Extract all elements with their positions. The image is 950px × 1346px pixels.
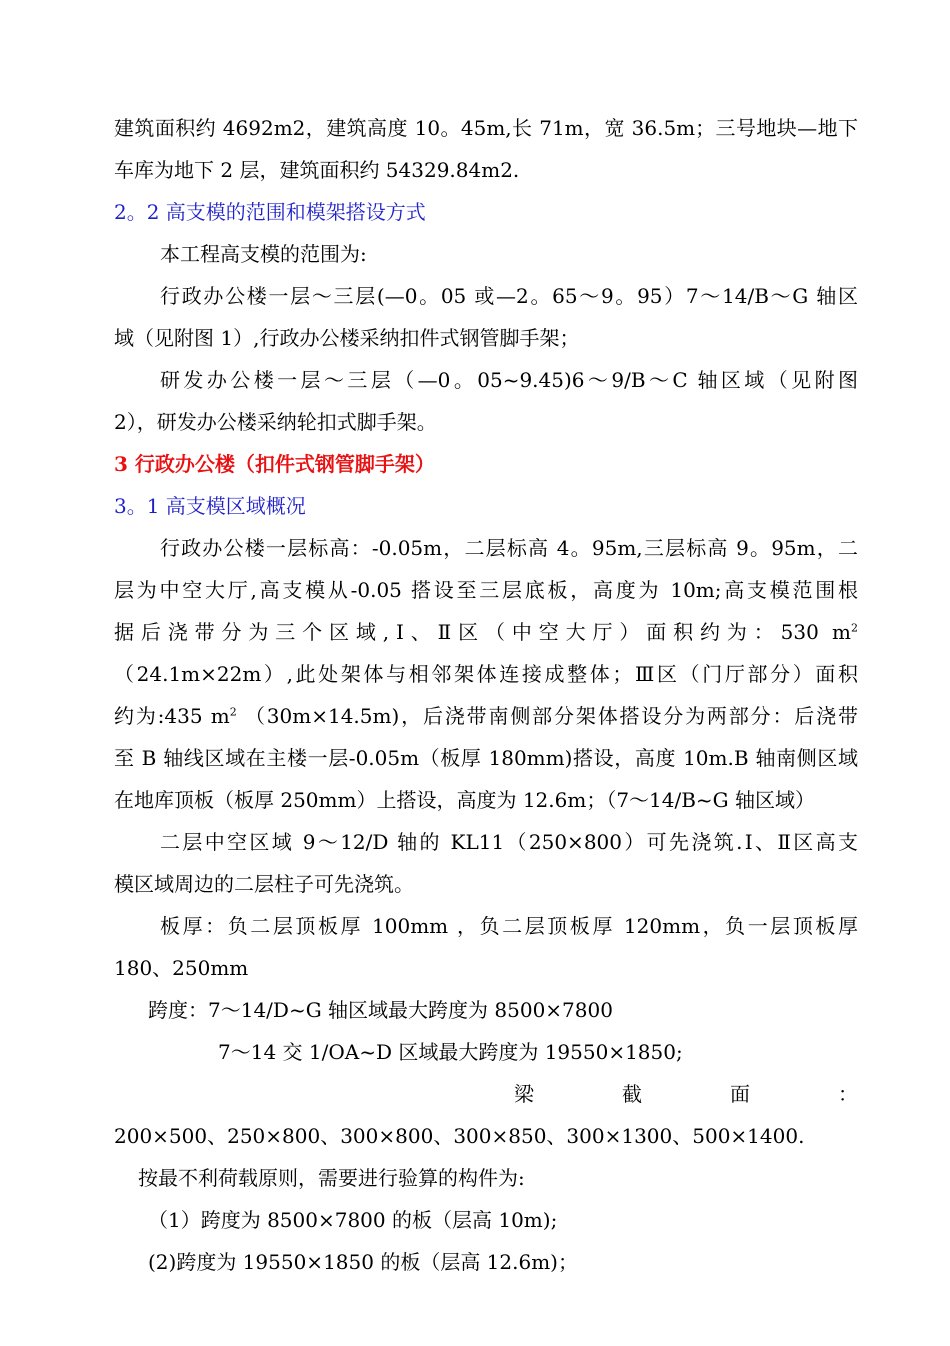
- text-line: (2)跨度为 19550×1850 的板（层高 12.6m)；: [148, 1250, 578, 1274]
- section-heading-3-1: 3。1 高支模区域概况: [114, 494, 306, 518]
- superscript: 2: [851, 621, 858, 635]
- text-line: 2），研发办公楼采纳轮扣式脚手架。: [114, 410, 437, 434]
- text-fragment: （30m×14.5m)，后浇带南侧部分架体搭设分为两部分：后浇带: [236, 704, 858, 728]
- text-line: 7～14 交 1/OA~D 区域最大跨度为 19550×1850;: [218, 1040, 683, 1064]
- text-line: 200×500、250×800、300×800、300×850、300×1300、500×1400.: [114, 1124, 805, 1148]
- text-line: 车库为地下 2 层，建筑面积约 54329.84m2.: [114, 158, 520, 182]
- text-line: 层为中空大厅,高支模从-0.05 搭设至三层底板，高度为 10m;高支模范围根: [114, 578, 858, 602]
- text-line: 板厚：负二层顶板厚 100mm ，负二层顶板厚 120mm，负一层顶板厚: [160, 914, 858, 938]
- text-line: [114, 704, 858, 728]
- text-line: 模区域周边的二层柱子可先浇筑。: [114, 872, 414, 896]
- text-line: 研发办公楼一层～三层（—0。05~9.45)6～9/B～C 轴区域（见附图: [160, 368, 858, 392]
- text-line: 至 B 轴线区域在主楼一层-0.05m（板厚 180mm)搭设，高度 10m.B 轴南侧区域: [114, 746, 858, 770]
- beam-section-heading: [114, 1082, 858, 1106]
- text-line: 建筑面积约 4692m2，建筑高度 10。45m,长 71m，宽 36.5m；三号地块—地下: [114, 116, 858, 140]
- text-fragment: 据后浇带分为三个区域,Ⅰ、Ⅱ区（中空大厅）面积约为：530 m: [114, 620, 851, 644]
- superscript: 2: [229, 705, 237, 719]
- text-line: 180、250mm: [114, 956, 249, 980]
- text-line: [114, 620, 858, 644]
- text-line: 按最不利荷载原则，需要进行验算的构件为:: [138, 1166, 525, 1190]
- beam-char: 梁: [514, 1082, 534, 1106]
- text-line: （1）跨度为 8500×7800 的板（层高 10m);: [148, 1208, 558, 1232]
- text-line: 行政办公楼一层～三层(—0。05 或—2。65～9。95）7～14/B～G 轴区: [160, 284, 858, 308]
- text-line: 本工程高支模的范围为:: [160, 242, 367, 266]
- text-line: 域（见附图 1）,行政办公楼采纳扣件式钢管脚手架；: [114, 326, 580, 350]
- text-line: 二层中空区域 9～12/D 轴的 KL11（250×800）可先浇筑.Ⅰ、Ⅱ区高支: [160, 830, 858, 854]
- text-line: 行政办公楼一层标高：-0.05m，二层标高 4。95m,三层标高 9。95m，二: [160, 536, 858, 560]
- beam-char: ：: [838, 1082, 858, 1106]
- beam-char: 截: [622, 1082, 642, 1106]
- section-heading-3: 3 行政办公楼（扣件式钢管脚手架）: [114, 452, 435, 476]
- text-line: （24.1m×22m）,此处架体与相邻架体连接成整体；Ⅲ区（门厅部分）面积: [114, 662, 858, 686]
- section-heading-2-2: 2。2 高支模的范围和模架搭设方式: [114, 200, 426, 224]
- text-line: 在地库顶板（板厚 250mm）上搭设，高度为 12.6m；（7～14/B~G 轴区域）: [114, 788, 816, 812]
- beam-char: 面: [730, 1082, 750, 1106]
- text-line: 跨度：7～14/D~G 轴区域最大跨度为 8500×7800: [148, 998, 613, 1022]
- text-fragment: 约为:435 m: [114, 704, 230, 728]
